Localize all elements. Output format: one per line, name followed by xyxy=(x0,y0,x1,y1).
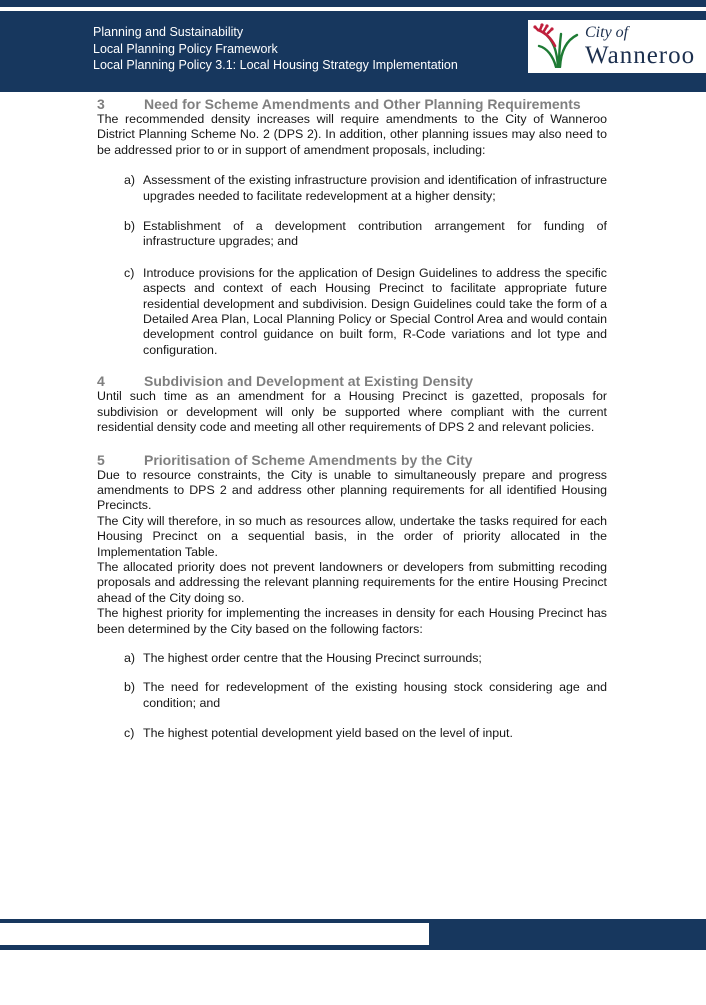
paragraph: The highest priority for implementing the increases in density for each Housing Precinct has been determined by the City based on the following factors: xyxy=(97,606,607,636)
header-band xyxy=(0,11,706,92)
section-heading-5 xyxy=(97,452,607,468)
paragraph: The City will therefore, in so much as resources allow, undertake the tasks required for each Housing Precinct on a sequential basis, in the order of priority allocated in the Implementation Table. xyxy=(97,513,607,559)
list-item-text: The highest order centre that the Housing Precinct surrounds; xyxy=(143,650,482,665)
list-item xyxy=(97,266,607,358)
city-of-wanneroo-logo xyxy=(528,20,706,73)
list-item-label: c) xyxy=(124,726,135,741)
logo-wordmark xyxy=(585,25,695,68)
paragraph: Until such time as an amendment for a Housing Precinct is gazetted, proposals for subdivision or development will only be supported where compliant with the current residential density code and meeting all other requirements of DPS 2 and relevant policies. xyxy=(97,389,607,435)
kangaroo-paw-plant-icon xyxy=(533,20,583,73)
paragraph: Due to resource constraints, the City is unable to simultaneously prepare and progress amendments to DPS 2 and address other planning requirements for all identified Housing Precincts. xyxy=(97,467,607,513)
top-rule xyxy=(0,0,706,7)
paragraph: The allocated priority does not prevent landowners or developers from submitting recoding proposals and addressing the relevant planning requirements for the entire Housing Precinct ahead of the City doing so. xyxy=(97,559,607,605)
section-title: Subdivision and Development at Existing Density xyxy=(144,373,474,390)
list-item-text: The highest potential development yield based on the level of input. xyxy=(143,726,513,741)
list-item xyxy=(97,680,607,711)
footer-middle xyxy=(0,923,706,945)
header-line-framework: Local Planning Policy Framework xyxy=(93,41,278,56)
section-title: Prioritisation of Scheme Amendments by the City xyxy=(144,451,473,468)
section-heading-4 xyxy=(97,373,607,389)
footer-bottom-rule xyxy=(0,945,706,950)
header-line-department: Planning and Sustainability xyxy=(93,25,244,39)
list-item-text: Introduce provisions for the application of Design Guidelines to address the specific aspects and context of each Housing Precinct to facilitate appropriate future residential development and subdivision. Design Guidelines could take the form of a Detailed Area Plan, Local Planning Policy or Special Control Area and would contain development control guidance on built form, R-Code variations and lot type and configuration. xyxy=(143,265,607,357)
list-item-label: a) xyxy=(124,173,136,188)
list-item-label: a) xyxy=(124,650,136,665)
section-number: 5 xyxy=(97,451,105,468)
list-item xyxy=(97,173,607,204)
list-item xyxy=(97,651,607,666)
list-item xyxy=(97,726,607,741)
header-line-policy: Local Planning Policy 3.1: Local Housing Strategy Implementation xyxy=(93,58,458,72)
paragraph: The recommended density increases will require amendments to the City of Wanneroo District Planning Scheme No. 2 (DPS 2). In addition, other planning issues may also need to be addressed prior to or in support of amendment proposals, including: xyxy=(97,112,607,157)
list-item xyxy=(97,219,607,250)
list-item-text: The need for redevelopment of the existing housing stock considering age and condition; and xyxy=(143,680,607,710)
document-body xyxy=(97,92,607,742)
logo-wanneroo-text: Wanneroo xyxy=(585,42,696,69)
list-item-label: c) xyxy=(124,265,135,280)
list-item-text: Establishment of a development contribution arrangement for funding of infrastructure upgrades; and xyxy=(143,219,607,249)
footer-blank-cell xyxy=(0,923,429,945)
header-title-block xyxy=(93,24,458,74)
section-number: 4 xyxy=(97,373,105,390)
list-item-label: b) xyxy=(124,219,136,234)
section-heading-3 xyxy=(97,96,607,112)
list-item-label: b) xyxy=(124,680,136,695)
section-title: Need for Scheme Amendments and Other Planning Requirements xyxy=(144,96,581,112)
footer-band xyxy=(0,919,706,950)
footer-navy-cell xyxy=(429,923,706,945)
list-item-text: Assessment of the existing infrastructure provision and identification of infrastructure upgrades needed to facilitate redevelopment at a higher density; xyxy=(143,173,607,203)
logo-city-of-text: City of xyxy=(585,24,629,41)
section-number: 3 xyxy=(97,96,105,112)
